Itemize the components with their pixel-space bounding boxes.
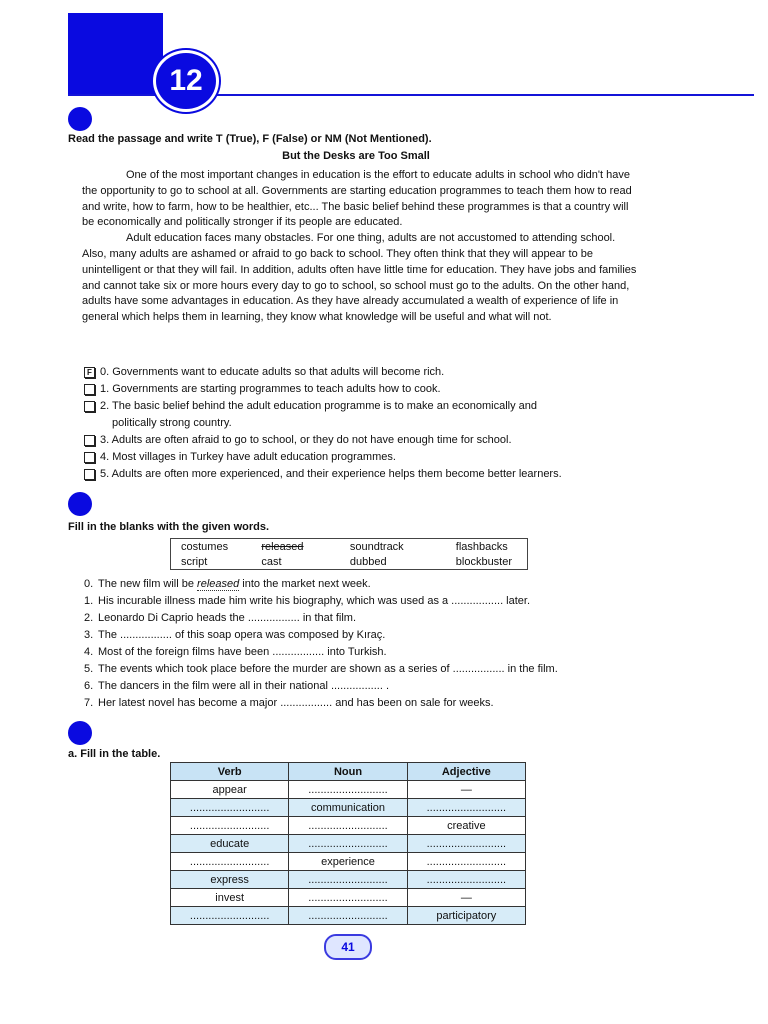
tf-statement: 3. Adults are often afraid to go to school, or they do not have enough time for school. (100, 434, 512, 446)
fill-sentence[interactable]: 2. Leonardo Di Caprio heads the ................. in that film. (84, 612, 357, 624)
answer-checkbox[interactable] (84, 384, 95, 395)
fill-sentence[interactable]: 3. The ................. of this soap opera was composed by Kıraç. (84, 629, 386, 641)
answer-checkbox[interactable] (84, 435, 95, 446)
table-cell-blank[interactable]: .......................... (171, 853, 289, 871)
table-cell: express (171, 871, 289, 889)
tf-item (84, 466, 664, 483)
section-1-marker (68, 107, 92, 131)
tf-statement-continuation: politically strong country. (112, 417, 232, 429)
page-number: 41 (324, 934, 372, 960)
tf-item (84, 398, 664, 415)
table-cell-blank[interactable]: .......................... (407, 853, 525, 871)
word-bank-word-used: released (261, 541, 304, 553)
example-answer: released (197, 578, 240, 590)
table-cell: participatory (407, 907, 525, 925)
section-2-marker (68, 492, 92, 516)
table-cell-blank[interactable]: .......................... (289, 817, 407, 835)
word-bank-word: script (181, 556, 208, 568)
fill-sentence[interactable]: 7. Her latest novel has become a major ................. and has been on sale for weeks. (84, 697, 494, 709)
reading-passage (82, 168, 642, 326)
table-cell: invest (171, 889, 289, 907)
table-header-noun: Noun (289, 763, 407, 781)
section-2-instruction: Fill in the blanks with the given words. (68, 521, 270, 533)
fill-sentence[interactable]: 1. His incurable illness made him write his biography, which was used as a ................. later. (84, 595, 531, 607)
table-cell: — (407, 781, 525, 799)
table-cell: communication (289, 799, 407, 817)
section-3-marker (68, 721, 92, 745)
tf-item (84, 381, 664, 398)
table-cell: appear (171, 781, 289, 799)
table-row (171, 907, 526, 925)
table-header-adjective: Adjective (407, 763, 525, 781)
table-row (171, 871, 526, 889)
true-false-list (84, 364, 664, 483)
table-cell-blank[interactable]: .......................... (171, 817, 289, 835)
table-cell-blank[interactable]: .......................... (289, 835, 407, 853)
tf-item (84, 449, 664, 466)
table-cell-blank[interactable]: .......................... (289, 907, 407, 925)
table-row (171, 853, 526, 871)
table-cell: — (407, 889, 525, 907)
example-sentence: 0. The new film will be released into the market next week. (84, 578, 371, 590)
tf-item (84, 364, 664, 381)
table-row (171, 799, 526, 817)
tf-statement: 0. Governments want to educate adults so that adults will become rich. (100, 366, 445, 378)
fill-in-sentences (84, 576, 644, 712)
table-cell: experience (289, 853, 407, 871)
section-1-instruction: Read the passage and write T (True), F (False) or NM (Not Mentioned). (68, 133, 432, 145)
table-cell-blank[interactable]: .......................... (171, 799, 289, 817)
word-bank-word: dubbed (349, 556, 387, 568)
answer-checkbox[interactable] (84, 401, 95, 412)
word-bank-word: flashbacks (455, 541, 508, 553)
table-cell-blank[interactable]: .......................... (407, 871, 525, 889)
fill-sentence[interactable]: 4. Most of the foreign films have been ................. into Turkish. (84, 646, 387, 658)
table-cell-blank[interactable]: .......................... (171, 907, 289, 925)
table-cell-blank[interactable]: .......................... (289, 871, 407, 889)
word-bank-word: blockbuster (455, 556, 513, 568)
header-block (68, 13, 163, 95)
tf-statement: 4. Most villages in Turkey have adult education programmes. (100, 451, 396, 463)
table-cell-blank[interactable]: .......................... (407, 835, 525, 853)
table-cell-blank[interactable]: .......................... (289, 781, 407, 799)
fill-sentence[interactable]: 5. The events which took place before the murder are shown as a series of ................. in the film. (84, 663, 558, 675)
tf-item (84, 432, 664, 449)
tf-statement: 2. The basic belief behind the adult education programme is to make an economically and (100, 400, 538, 412)
answer-checkbox[interactable] (84, 452, 95, 463)
passage-paragraph: Adult education faces many obstacles. For one thing, adults are not accustomed to attending school. Also, many adults are ashamed or afraid to go back to school. They often think that they will appear to be unintelligent or that they will fail. In addition, adults often have little time for education. They have jobs and families and cannot take six or more hours every day to go to school, so school must go to the adults. On the other hand, adults have some advantages in education. As they have already accumulated a wealth of experience of life in general which helps them in learning, they know what knowledge will be useful and what will not. (82, 232, 637, 324)
table-cell-blank[interactable]: .......................... (289, 889, 407, 907)
table-row (171, 835, 526, 853)
table-row (171, 889, 526, 907)
passage-title: But the Desks are Too Small (282, 150, 430, 162)
table-cell: creative (407, 817, 525, 835)
section-3-instruction: a. Fill in the table. (68, 748, 161, 760)
answer-checkbox[interactable] (84, 469, 95, 480)
table-cell-blank[interactable]: .......................... (407, 799, 525, 817)
passage-paragraph: One of the most important changes in education is the effort to educate adults in school who didn't have the opportunity to go to school at all. Governments are starting education programmes to teach them how to read and write, how to farm, how to be healthier, etc... The basic belief behind these programmes is that a country will be economically and politically stronger if its people are educated. (82, 169, 632, 229)
unit-number-badge: 12 (153, 50, 219, 112)
table-row (171, 781, 526, 799)
word-bank-word: soundtrack (349, 541, 404, 553)
table-cell: educate (171, 835, 289, 853)
fill-sentence[interactable]: 6. The dancers in the film were all in their national ................. . (84, 680, 390, 692)
word-bank (170, 538, 528, 570)
answer-checkbox[interactable]: F (84, 367, 95, 378)
word-bank-word: cast (261, 556, 282, 568)
word-bank-word: costumes (181, 541, 229, 553)
tf-statement: 1. Governments are starting programmes to teach adults how to cook. (100, 383, 441, 395)
word-forms-table (170, 762, 526, 925)
table-header-verb: Verb (171, 763, 289, 781)
tf-statement: 5. Adults are often more experienced, and their experience helps them become better learners. (100, 468, 562, 480)
table-row (171, 817, 526, 835)
